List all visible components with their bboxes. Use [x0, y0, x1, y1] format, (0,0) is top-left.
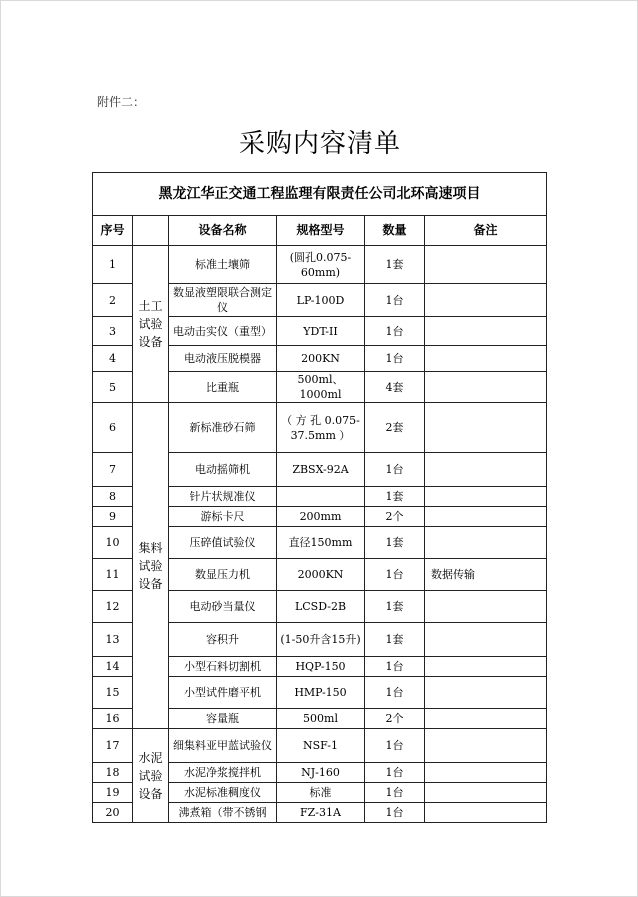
row-no: 4: [93, 346, 133, 372]
table-header-row: [93, 216, 547, 246]
row-spec: 200mm: [277, 507, 365, 527]
row-note: [425, 527, 547, 559]
row-qty: 1套: [365, 487, 425, 507]
row-no: 7: [93, 453, 133, 487]
row-note: [425, 317, 547, 346]
row-name: 比重瓶: [169, 372, 277, 403]
row-name: 容量瓶: [169, 709, 277, 729]
row-qty: 1套: [365, 623, 425, 657]
row-name: 电动砂当量仪: [169, 591, 277, 623]
row-spec: NJ-160: [277, 763, 365, 783]
header-spec: 规格型号: [277, 216, 365, 246]
row-spec: ZBSX-92A: [277, 453, 365, 487]
row-name: 沸煮箱（带不锈钢: [169, 803, 277, 823]
row-no: 14: [93, 657, 133, 677]
row-qty: 1台: [365, 284, 425, 317]
row-note: [425, 763, 547, 783]
row-name: 容积升: [169, 623, 277, 657]
table-row: [93, 246, 547, 284]
row-no: 16: [93, 709, 133, 729]
row-note: [425, 623, 547, 657]
page-title: 采购内容清单: [238, 129, 401, 159]
row-no: 1: [93, 246, 133, 284]
procurement-table: [92, 172, 547, 823]
row-note: [425, 403, 547, 453]
row-spec: 200KN: [277, 346, 365, 372]
row-note: [425, 372, 547, 403]
attachment-label: 附件二：: [97, 95, 146, 109]
row-spec: 500ml: [277, 709, 365, 729]
row-note: [425, 677, 547, 709]
row-no: 17: [93, 729, 133, 763]
row-qty: 1台: [365, 346, 425, 372]
row-name: 细集料亚甲蓝试验仪: [169, 729, 277, 763]
row-qty: 1套: [365, 527, 425, 559]
row-note: [425, 591, 547, 623]
row-qty: 1台: [365, 763, 425, 783]
row-qty: 2个: [365, 709, 425, 729]
row-name: 数显压力机: [169, 559, 277, 591]
row-spec: (圆孔0.075-60mm): [277, 246, 365, 284]
row-note: 数据传输: [425, 559, 547, 591]
header-note: 备注: [425, 216, 547, 246]
row-no: 15: [93, 677, 133, 709]
table-row: [93, 403, 547, 453]
row-qty: 1台: [365, 677, 425, 709]
row-spec: 2000KN: [277, 559, 365, 591]
company-name: 黑龙江华正交通工程监理有限责任公司北环高速项目: [93, 173, 547, 216]
row-spec: 500ml、1000ml: [277, 372, 365, 403]
row-qty: 2个: [365, 507, 425, 527]
row-qty: 1台: [365, 657, 425, 677]
row-qty: 1台: [365, 559, 425, 591]
row-spec: 标准: [277, 783, 365, 803]
row-note: [425, 246, 547, 284]
row-qty: 4套: [365, 372, 425, 403]
row-name: 电动击实仪（重型）: [169, 317, 277, 346]
row-no: 3: [93, 317, 133, 346]
row-qty: 1套: [365, 246, 425, 284]
category-aggregate: 集料试验设备: [133, 403, 169, 729]
row-name: 压碎值试验仪: [169, 527, 277, 559]
row-qty: 1台: [365, 803, 425, 823]
row-name: 针片状规准仪: [169, 487, 277, 507]
row-no: 2: [93, 284, 133, 317]
row-note: [425, 657, 547, 677]
row-name: 数显液塑限联合测定仪: [169, 284, 277, 317]
row-spec: NSF-1: [277, 729, 365, 763]
row-name: 游标卡尺: [169, 507, 277, 527]
row-spec: [277, 487, 365, 507]
row-name: 水泥标准稠度仪: [169, 783, 277, 803]
row-spec: LP-100D: [277, 284, 365, 317]
row-no: 10: [93, 527, 133, 559]
row-note: [425, 729, 547, 763]
row-spec: 直径150mm: [277, 527, 365, 559]
row-note: [425, 803, 547, 823]
row-no: 13: [93, 623, 133, 657]
row-no: 9: [93, 507, 133, 527]
row-qty: 2套: [365, 403, 425, 453]
row-name: 小型石料切割机: [169, 657, 277, 677]
header-category: [133, 216, 169, 246]
table-row: [93, 729, 547, 763]
row-no: 11: [93, 559, 133, 591]
row-spec: (1-50升含15升): [277, 623, 365, 657]
row-name: 电动摇筛机: [169, 453, 277, 487]
row-no: 18: [93, 763, 133, 783]
row-no: 19: [93, 783, 133, 803]
row-name: 新标准砂石筛: [169, 403, 277, 453]
header-qty: 数量: [365, 216, 425, 246]
category-soil: 土工试验设备: [133, 246, 169, 403]
category-cement: 水泥试验设备: [133, 729, 169, 823]
row-spec: YDT-II: [277, 317, 365, 346]
row-name: 标准土壤筛: [169, 246, 277, 284]
row-no: 5: [93, 372, 133, 403]
row-qty: 1台: [365, 453, 425, 487]
row-spec: （ 方 孔 0.075-37.5mm ）: [277, 403, 365, 453]
row-note: [425, 709, 547, 729]
row-qty: 1台: [365, 317, 425, 346]
row-spec: FZ-31A: [277, 803, 365, 823]
row-qty: 1台: [365, 783, 425, 803]
row-no: 12: [93, 591, 133, 623]
header-name: 设备名称: [169, 216, 277, 246]
row-spec: HMP-150: [277, 677, 365, 709]
row-spec: LCSD-2B: [277, 591, 365, 623]
row-qty: 1套: [365, 591, 425, 623]
row-name: 水泥净浆搅拌机: [169, 763, 277, 783]
row-note: [425, 453, 547, 487]
row-no: 20: [93, 803, 133, 823]
row-no: 8: [93, 487, 133, 507]
row-name: 小型试件磨平机: [169, 677, 277, 709]
row-note: [425, 487, 547, 507]
row-no: 6: [93, 403, 133, 453]
row-note: [425, 284, 547, 317]
row-spec: HQP-150: [277, 657, 365, 677]
row-note: [425, 507, 547, 527]
row-note: [425, 346, 547, 372]
header-no: 序号: [93, 216, 133, 246]
row-qty: 1台: [365, 729, 425, 763]
row-name: 电动液压脱模器: [169, 346, 277, 372]
row-note: [425, 783, 547, 803]
